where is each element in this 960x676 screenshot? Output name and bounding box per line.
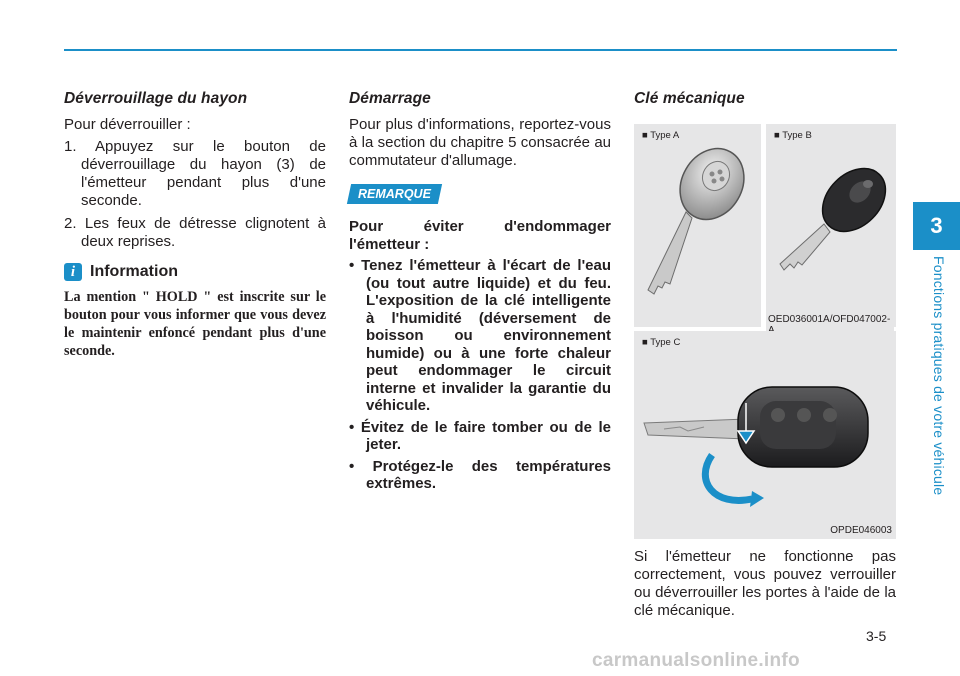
chapter-title: Fonctions pratiques de votre véhicule bbox=[931, 256, 947, 496]
information-title: Information bbox=[90, 263, 178, 280]
folding-key-icon bbox=[634, 331, 896, 539]
warning-item: • Évitez de le faire tomber ou de le jeter. bbox=[349, 418, 611, 453]
mechanical-key-body: Si l'émetteur ne fonctionne pas correctement, vous pouvez verrouiller ou déverrouiller les portes à l'aide de la clé mécanique. bbox=[634, 548, 896, 619]
tailgate-intro: Pour déverrouiller : bbox=[64, 116, 191, 133]
column-mechanical-key bbox=[634, 90, 896, 116]
figure-label-type-b: ■ Type B bbox=[774, 130, 812, 141]
key-type-a-icon bbox=[634, 124, 761, 327]
step-item: 2. Les feux de détresse clignotent à deux reprises. bbox=[64, 215, 326, 250]
column-starting bbox=[349, 90, 611, 497]
starting-heading: Démarrage bbox=[349, 90, 431, 107]
column-tailgate bbox=[64, 90, 326, 360]
starting-body: Pour plus d'informations, reportez-vous à la section du chapitre 5 consacrée au commutateur d'allumage. bbox=[349, 116, 611, 169]
mechanical-key-heading: Clé mécanique bbox=[634, 90, 745, 107]
figure-key-type-b bbox=[766, 124, 896, 327]
tailgate-heading: Déverrouillage du hayon bbox=[64, 90, 248, 107]
warning-item: • Tenez l'émetteur à l'écart de l'eau (ou tout autre liquide) et du feu. L'exposition de la clé intelligente à l'humidité (déversement de boisson ou environnement humide) ou à une forte chaleur peut endommager le circuit interne et invalider la garantie du véhicule. bbox=[349, 257, 611, 414]
header-rule bbox=[64, 49, 897, 51]
information-header bbox=[64, 263, 326, 281]
page-number: 3-5 bbox=[866, 628, 887, 644]
mechanical-key-text bbox=[634, 548, 896, 620]
remarque-badge: REMARQUE bbox=[347, 184, 442, 204]
information-text: La mention " HOLD " est inscrite sur le bouton pour vous informer que vous devez le maintenir enfoncé pendant plus d'une seconde. bbox=[64, 289, 326, 359]
warning-list bbox=[349, 257, 611, 493]
figure-label-type-c: ■ Type C bbox=[642, 337, 681, 348]
figure-label-type-a: ■ Type A bbox=[642, 130, 680, 141]
warning-intro: Pour éviter d'endommager l'émetteur : bbox=[349, 218, 611, 253]
figure-key-type-a bbox=[634, 124, 761, 327]
tailgate-steps bbox=[64, 138, 326, 251]
figure-key-type-c bbox=[634, 331, 896, 539]
figure-code-ab: OED036001A/OFD047002- bbox=[766, 314, 894, 336]
key-type-b-icon bbox=[766, 124, 896, 327]
warning-item: • Protégez-le des températures extrêmes. bbox=[349, 457, 611, 492]
step-item: 1. Appuyez sur le bouton de déverrouillage du hayon (3) de l'émetteur pendant plus d'une seconde. bbox=[64, 138, 326, 209]
figure-code-c: OPDE046003 bbox=[830, 525, 892, 536]
chapter-number-tab: 3 bbox=[913, 202, 960, 250]
watermark: carmanualsonline.info bbox=[592, 650, 800, 671]
info-icon: i bbox=[64, 263, 82, 281]
